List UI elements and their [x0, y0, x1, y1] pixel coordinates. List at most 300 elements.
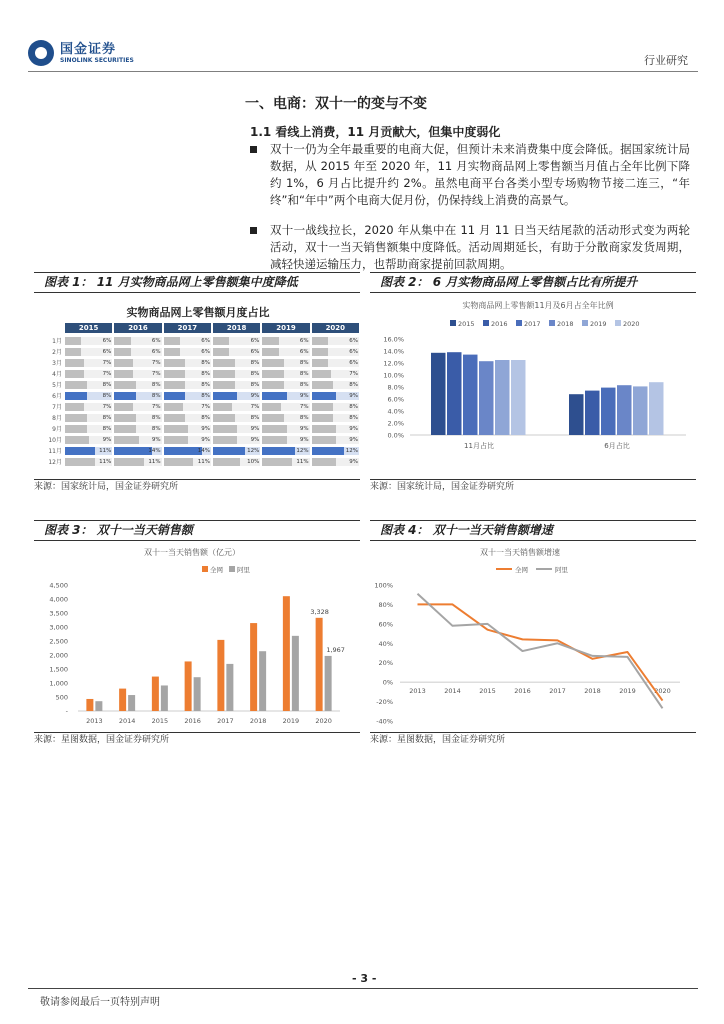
bar-2019 [633, 386, 648, 435]
table-month-label: 11月 [48, 448, 62, 455]
figure-4-svg [372, 544, 694, 728]
table-cell-value: 9% [349, 425, 358, 432]
legend-swatch [582, 320, 588, 326]
table-cell-bar [114, 414, 136, 422]
table-cell [213, 348, 260, 356]
table-column-header: 2020 [312, 323, 359, 333]
legend-swatch [483, 320, 489, 326]
table-cell-bar [114, 359, 133, 367]
table-cell [114, 392, 161, 400]
y-tick-label: 500 [55, 693, 68, 702]
table-cell-bar [262, 447, 294, 455]
y-tick-label: 1,500 [49, 665, 68, 674]
table-cell-bar [164, 436, 188, 444]
table-cell-value: 9% [349, 392, 358, 399]
table-cell-bar [262, 436, 286, 444]
table-cell-value: 6% [250, 337, 260, 344]
table-month-label: 6月 [52, 393, 62, 400]
table-cell-bar [213, 337, 229, 345]
table-cell-bar [164, 458, 194, 466]
x-tick-label: 2017 [549, 687, 566, 696]
table-cell [262, 337, 309, 345]
table-cell [213, 337, 260, 345]
table-cell-bar [164, 414, 186, 422]
table-cell-bar [213, 359, 235, 367]
table-cell-value: 11% [99, 458, 112, 465]
table-cell-value: 9% [250, 392, 260, 399]
table-cell [164, 348, 211, 356]
table-cell-bar [312, 381, 334, 389]
table-cell-value: 7% [201, 403, 210, 410]
table-cell-bar [262, 337, 278, 345]
table-cell-bar [164, 370, 186, 378]
figure-3-svg [36, 544, 358, 728]
table-cell-bar [312, 403, 334, 411]
table-cell-bar [114, 436, 138, 444]
bar-阿里 [128, 695, 135, 711]
legend-swatch [615, 320, 621, 326]
table-cell-bar [312, 436, 336, 444]
table-cell-bar [164, 392, 186, 400]
table-cell [164, 403, 211, 411]
figure-4-line-chart [372, 544, 694, 728]
y-tick-label: 80% [378, 600, 393, 609]
table-cell-value: 14% [148, 447, 161, 454]
table-month-label: 8月 [52, 415, 62, 422]
y-tick-label: -20% [376, 698, 393, 707]
table-cell [65, 458, 112, 466]
bar-阿里 [292, 636, 299, 711]
x-category-label: 11月占比 [464, 442, 494, 450]
table-cell [114, 458, 161, 466]
y-tick-label: 14.0% [383, 347, 404, 356]
table-cell-value: 9% [299, 392, 309, 399]
table-cell-bar [65, 370, 84, 378]
table-column-header: 2016 [114, 323, 161, 333]
figure-2-title: 图表 2： 6 月实物商品网上零售额占比有所提升 [370, 272, 696, 293]
y-tick-label: 1,000 [49, 679, 68, 688]
table-cell-bar [312, 337, 328, 345]
table-cell-value: 8% [250, 359, 260, 366]
figure-4-source: 来源：星图数据，国金证券研究所 [370, 732, 696, 748]
bar-阿里 [95, 701, 102, 711]
table-cell [312, 348, 359, 356]
table-cell [65, 414, 112, 422]
table-cell-value: 8% [201, 381, 210, 388]
table-cell-value: 8% [102, 392, 112, 399]
table-cell-value: 9% [299, 436, 309, 443]
table-cell [262, 381, 309, 389]
table-cell-value: 9% [201, 436, 210, 443]
legend-label: 2018 [557, 320, 574, 328]
table-cell-value: 11% [197, 458, 210, 465]
x-category-label: 2015 [151, 717, 169, 725]
table-cell-value: 6% [299, 337, 309, 344]
table-cell-value: 8% [299, 370, 309, 377]
table-chart-title: 实物商品网上零售额月度占比 [126, 306, 270, 319]
logo-english-name: SINOLINK SECURITIES [60, 56, 134, 64]
logo-mark-icon [28, 40, 54, 66]
bullet-paragraph-1 [250, 141, 690, 209]
table-cell-bar [312, 370, 331, 378]
x-tick-label: 2014 [444, 687, 461, 696]
table-cell-value: 8% [102, 425, 112, 432]
bar-2016 [447, 352, 462, 435]
table-cell-value: 8% [201, 414, 210, 421]
x-tick-label: 2013 [409, 687, 426, 696]
table-cell-value: 6% [201, 348, 210, 355]
x-tick-label: 2016 [514, 687, 531, 696]
table-cell-bar [262, 359, 284, 367]
table-cell-bar [114, 458, 144, 466]
table-cell [312, 403, 359, 411]
table-cell-bar [114, 348, 130, 356]
table-cell-bar [312, 348, 328, 356]
table-cell [262, 436, 309, 444]
table-cell [65, 403, 112, 411]
table-cell-value: 8% [102, 381, 112, 388]
chart-title: 实物商品网上零售额11月及6月占全年比例 [462, 301, 614, 310]
table-cell-value: 7% [250, 403, 260, 410]
table-cell [114, 381, 161, 389]
bar-2016 [585, 391, 600, 435]
table-cell-bar [312, 447, 344, 455]
table-cell [65, 381, 112, 389]
table-cell-value: 11% [99, 447, 112, 454]
table-cell-bar [114, 425, 136, 433]
table-cell [262, 447, 309, 455]
table-cell [312, 447, 359, 455]
table-cell [164, 414, 211, 422]
table-cell [213, 392, 260, 400]
table-cell-value: 9% [151, 436, 161, 443]
y-tick-label: 3,500 [49, 609, 68, 618]
y-tick-label: 16.0% [383, 335, 404, 344]
table-cell-value: 6% [151, 337, 161, 344]
table-cell [312, 425, 359, 433]
table-cell-bar [213, 425, 237, 433]
table-cell [213, 359, 260, 367]
bullet-paragraph-2 [250, 222, 690, 273]
table-cell-value: 7% [299, 403, 309, 410]
table-cell-bar [65, 447, 95, 455]
y-tick-label: 100% [374, 581, 393, 590]
table-cell-bar [213, 370, 235, 378]
bar-阿里 [161, 685, 168, 711]
table-cell-value: 8% [250, 370, 260, 377]
table-cell-value: 6% [349, 348, 358, 355]
table-cell [65, 425, 112, 433]
table-cell [114, 403, 161, 411]
table-cell [65, 447, 112, 455]
y-tick-label: 2,000 [49, 651, 68, 660]
table-cell-value: 8% [299, 381, 309, 388]
table-cell-bar [164, 359, 186, 367]
table-cell-bar [262, 381, 284, 389]
table-cell-value: 8% [201, 392, 210, 399]
bar-全网 [316, 618, 323, 711]
legend-label: 2017 [524, 320, 541, 328]
table-cell-bar [262, 458, 292, 466]
logo-chinese-name: 国金证券 [60, 41, 117, 57]
table-cell [213, 447, 260, 455]
table-cell-bar [65, 359, 84, 367]
table-column-header: 2015 [65, 323, 112, 333]
table-month-label: 9月 [52, 426, 62, 433]
figure-4-title: 图表 4： 双十一当天销售额增速 [370, 520, 696, 541]
figure-3-bar-chart [36, 544, 358, 728]
table-cell [312, 458, 359, 466]
chart-title: 双十一当天销售额（亿元） [144, 548, 240, 557]
table-cell-bar [312, 458, 336, 466]
table-cell [164, 436, 211, 444]
table-month-label: 3月 [52, 360, 62, 367]
legend-label: 阿里 [237, 566, 250, 574]
legend-label: 2019 [590, 320, 607, 328]
table-month-label: 4月 [52, 371, 62, 378]
figure-1-table-chart [35, 296, 361, 474]
data-label: 1,967 [326, 645, 345, 654]
table-month-label: 12月 [48, 459, 62, 466]
table-header-row [65, 323, 361, 333]
legend-label: 2016 [491, 320, 508, 328]
table-row [35, 336, 361, 345]
figure-3-source: 来源：星图数据，国金证券研究所 [34, 732, 360, 748]
bar-2018 [617, 385, 632, 435]
table-cell-bar [114, 392, 136, 400]
table-cell-value: 11% [296, 458, 309, 465]
footer-divider [28, 988, 698, 989]
bar-2017 [601, 388, 616, 435]
table-cell [114, 447, 161, 455]
table-row [35, 369, 361, 378]
table-cell-value: 8% [151, 425, 161, 432]
table-row [35, 402, 361, 411]
table-cell-value: 8% [250, 414, 260, 421]
table-cell [164, 337, 211, 345]
page-header [28, 38, 698, 72]
table-cell-value: 8% [299, 359, 309, 366]
table-cell-bar [65, 425, 87, 433]
table-cell-value: 8% [299, 414, 309, 421]
section-subtitle: 1.1 看线上消费，11 月贡献大，但集中度弱化 [250, 125, 501, 139]
table-cell [262, 392, 309, 400]
table-cell [262, 348, 309, 356]
table-cell-value: 6% [250, 348, 260, 355]
y-tick-label: 4,000 [49, 595, 68, 604]
table-cell [312, 381, 359, 389]
table-cell [65, 348, 112, 356]
table-cell-value: 8% [151, 392, 161, 399]
table-row [35, 446, 361, 455]
table-row [35, 380, 361, 389]
bar-全网 [217, 640, 224, 711]
table-cell [114, 425, 161, 433]
table-cell [262, 403, 309, 411]
table-cell-bar [164, 381, 186, 389]
x-category-label: 2020 [315, 717, 332, 725]
table-cell [262, 425, 309, 433]
table-cell-bar [213, 381, 235, 389]
table-cell-value: 9% [250, 425, 260, 432]
table-cell-bar [213, 414, 235, 422]
figure-2-bar-chart [372, 296, 694, 474]
table-cell-bar [164, 348, 180, 356]
table-column-header: 2019 [262, 323, 309, 333]
chart-title: 双十一当天销售额增速 [480, 548, 560, 557]
company-logo [28, 40, 134, 66]
x-tick-label: 2018 [584, 687, 601, 696]
y-tick-label: 2,500 [49, 637, 68, 646]
table-cell-value: 8% [349, 414, 358, 421]
table-cell-bar [262, 403, 281, 411]
table-cell-bar [114, 381, 136, 389]
table-cell [262, 414, 309, 422]
table-cell [262, 359, 309, 367]
bar-全网 [86, 699, 93, 711]
figure-2-source: 来源：国家统计局，国金证券研究所 [370, 479, 696, 495]
x-tick-label: 2015 [479, 687, 496, 696]
y-tick-label: 4,500 [49, 581, 68, 590]
table-row [35, 457, 361, 466]
table-cell-value: 12% [296, 447, 309, 454]
table-cell-bar [262, 414, 284, 422]
table-month-label: 7月 [52, 404, 62, 411]
table-month-label: 2月 [52, 349, 62, 356]
bar-全网 [283, 596, 290, 711]
table-cell [312, 370, 359, 378]
legend-label: 全网 [210, 566, 223, 574]
table-cell-bar [65, 392, 87, 400]
table-cell [114, 348, 161, 356]
table-cell-bar [65, 414, 87, 422]
table-cell [213, 370, 260, 378]
bar-2015 [569, 394, 584, 435]
section-title: 一、电商：双十一的变与不变 [245, 96, 427, 112]
bar-2019 [495, 360, 510, 435]
table-cell [114, 359, 161, 367]
table-cell [312, 359, 359, 367]
table-cell-value: 9% [299, 425, 309, 432]
bar-2018 [479, 361, 494, 435]
figure-1-source: 来源：国家统计局，国金证券研究所 [34, 479, 360, 495]
table-cell-bar [312, 425, 336, 433]
legend-label: 2020 [623, 320, 640, 328]
table-cell-bar [262, 425, 286, 433]
table-cell-value: 7% [102, 403, 112, 410]
table-cell-bar [114, 337, 130, 345]
table-cell [164, 447, 211, 455]
x-category-label: 2019 [282, 717, 300, 725]
table-row [35, 435, 361, 444]
table-cell-bar [312, 359, 328, 367]
legend-label: 阿里 [555, 566, 568, 574]
y-tick-label: -40% [376, 717, 393, 726]
table-cell-bar [164, 403, 183, 411]
table-cell-value: 9% [349, 436, 358, 443]
y-tick-label: 40% [378, 639, 393, 648]
bar-阿里 [226, 664, 233, 711]
y-tick-label: 3,000 [49, 623, 68, 632]
y-tick-label: 6.0% [387, 395, 404, 404]
table-cell-bar [164, 447, 202, 455]
table-cell-value: 12% [345, 447, 358, 454]
table-cell-bar [213, 458, 240, 466]
x-category-label: 2016 [184, 717, 201, 725]
table-cell [213, 436, 260, 444]
x-category-label: 6月占比 [604, 442, 630, 450]
table-cell [114, 414, 161, 422]
table-cell-bar [164, 425, 188, 433]
table-cell-bar [213, 447, 245, 455]
table-cell-value: 8% [151, 414, 161, 421]
table-cell-value: 8% [349, 403, 358, 410]
table-cell [114, 370, 161, 378]
x-category-label: 2018 [249, 717, 267, 725]
table-row [35, 391, 361, 400]
y-tick-label: - [65, 707, 68, 716]
bar-阿里 [259, 651, 266, 711]
y-tick-label: 20% [378, 659, 393, 668]
x-category-label: 2014 [118, 717, 136, 725]
y-tick-label: 10.0% [383, 371, 404, 380]
table-cell-bar [213, 348, 229, 356]
data-label: 3,328 [310, 607, 329, 616]
legend-label: 全网 [515, 566, 528, 574]
table-row [35, 347, 361, 356]
table-cell [164, 392, 211, 400]
table-cell-value: 9% [349, 458, 358, 465]
table-cell [262, 458, 309, 466]
table-cell-value: 14% [197, 447, 210, 454]
table-cell [164, 425, 211, 433]
table-cell [312, 392, 359, 400]
footer-disclaimer-note: 敬请参阅最后一页特别声明 [40, 997, 160, 1008]
table-cell-value: 8% [250, 381, 260, 388]
report-category: 行业研究 [644, 54, 688, 67]
table-cell [262, 370, 309, 378]
bar-2020 [511, 360, 526, 435]
table-row [35, 424, 361, 433]
table-cell-value: 9% [250, 436, 260, 443]
table-cell [65, 337, 112, 345]
table-cell-bar [262, 392, 286, 400]
bar-阿里 [194, 677, 201, 711]
table-cell [213, 403, 260, 411]
bullet-square-icon [250, 227, 257, 234]
table-month-label: 10月 [48, 437, 62, 444]
y-tick-label: 12.0% [383, 359, 404, 368]
bar-2017 [463, 355, 478, 435]
y-tick-label: 8.0% [387, 383, 404, 392]
table-cell-bar [213, 392, 237, 400]
legend-swatch [450, 320, 456, 326]
table-cell-bar [312, 392, 336, 400]
table-cell [312, 337, 359, 345]
table-cell-bar [213, 436, 237, 444]
table-cell [114, 337, 161, 345]
bar-全网 [119, 689, 126, 711]
bullet-square-icon [250, 146, 257, 153]
table-cell-bar [164, 337, 180, 345]
table-cell-bar [114, 447, 152, 455]
table-cell-value: 11% [148, 458, 161, 465]
bullet-text-1: 双十一仍为全年最重要的电商大促，但预计未来消费集中度会降低。据国家统计局数据，从 2015 年至 2020 年，11 月实物商品网上零售额当月值占全年比例下降约 1%，6 月占比提升约 2%。虽然电商平台各类小型专场购物节接二连三，“年终”和“年中”两个电商大促月份，仍保持线上消费的高景气。 [270, 142, 690, 207]
table-cell-value: 7% [349, 370, 358, 377]
table-cell [65, 392, 112, 400]
legend-swatch [549, 320, 555, 326]
table-cell-bar [213, 403, 232, 411]
